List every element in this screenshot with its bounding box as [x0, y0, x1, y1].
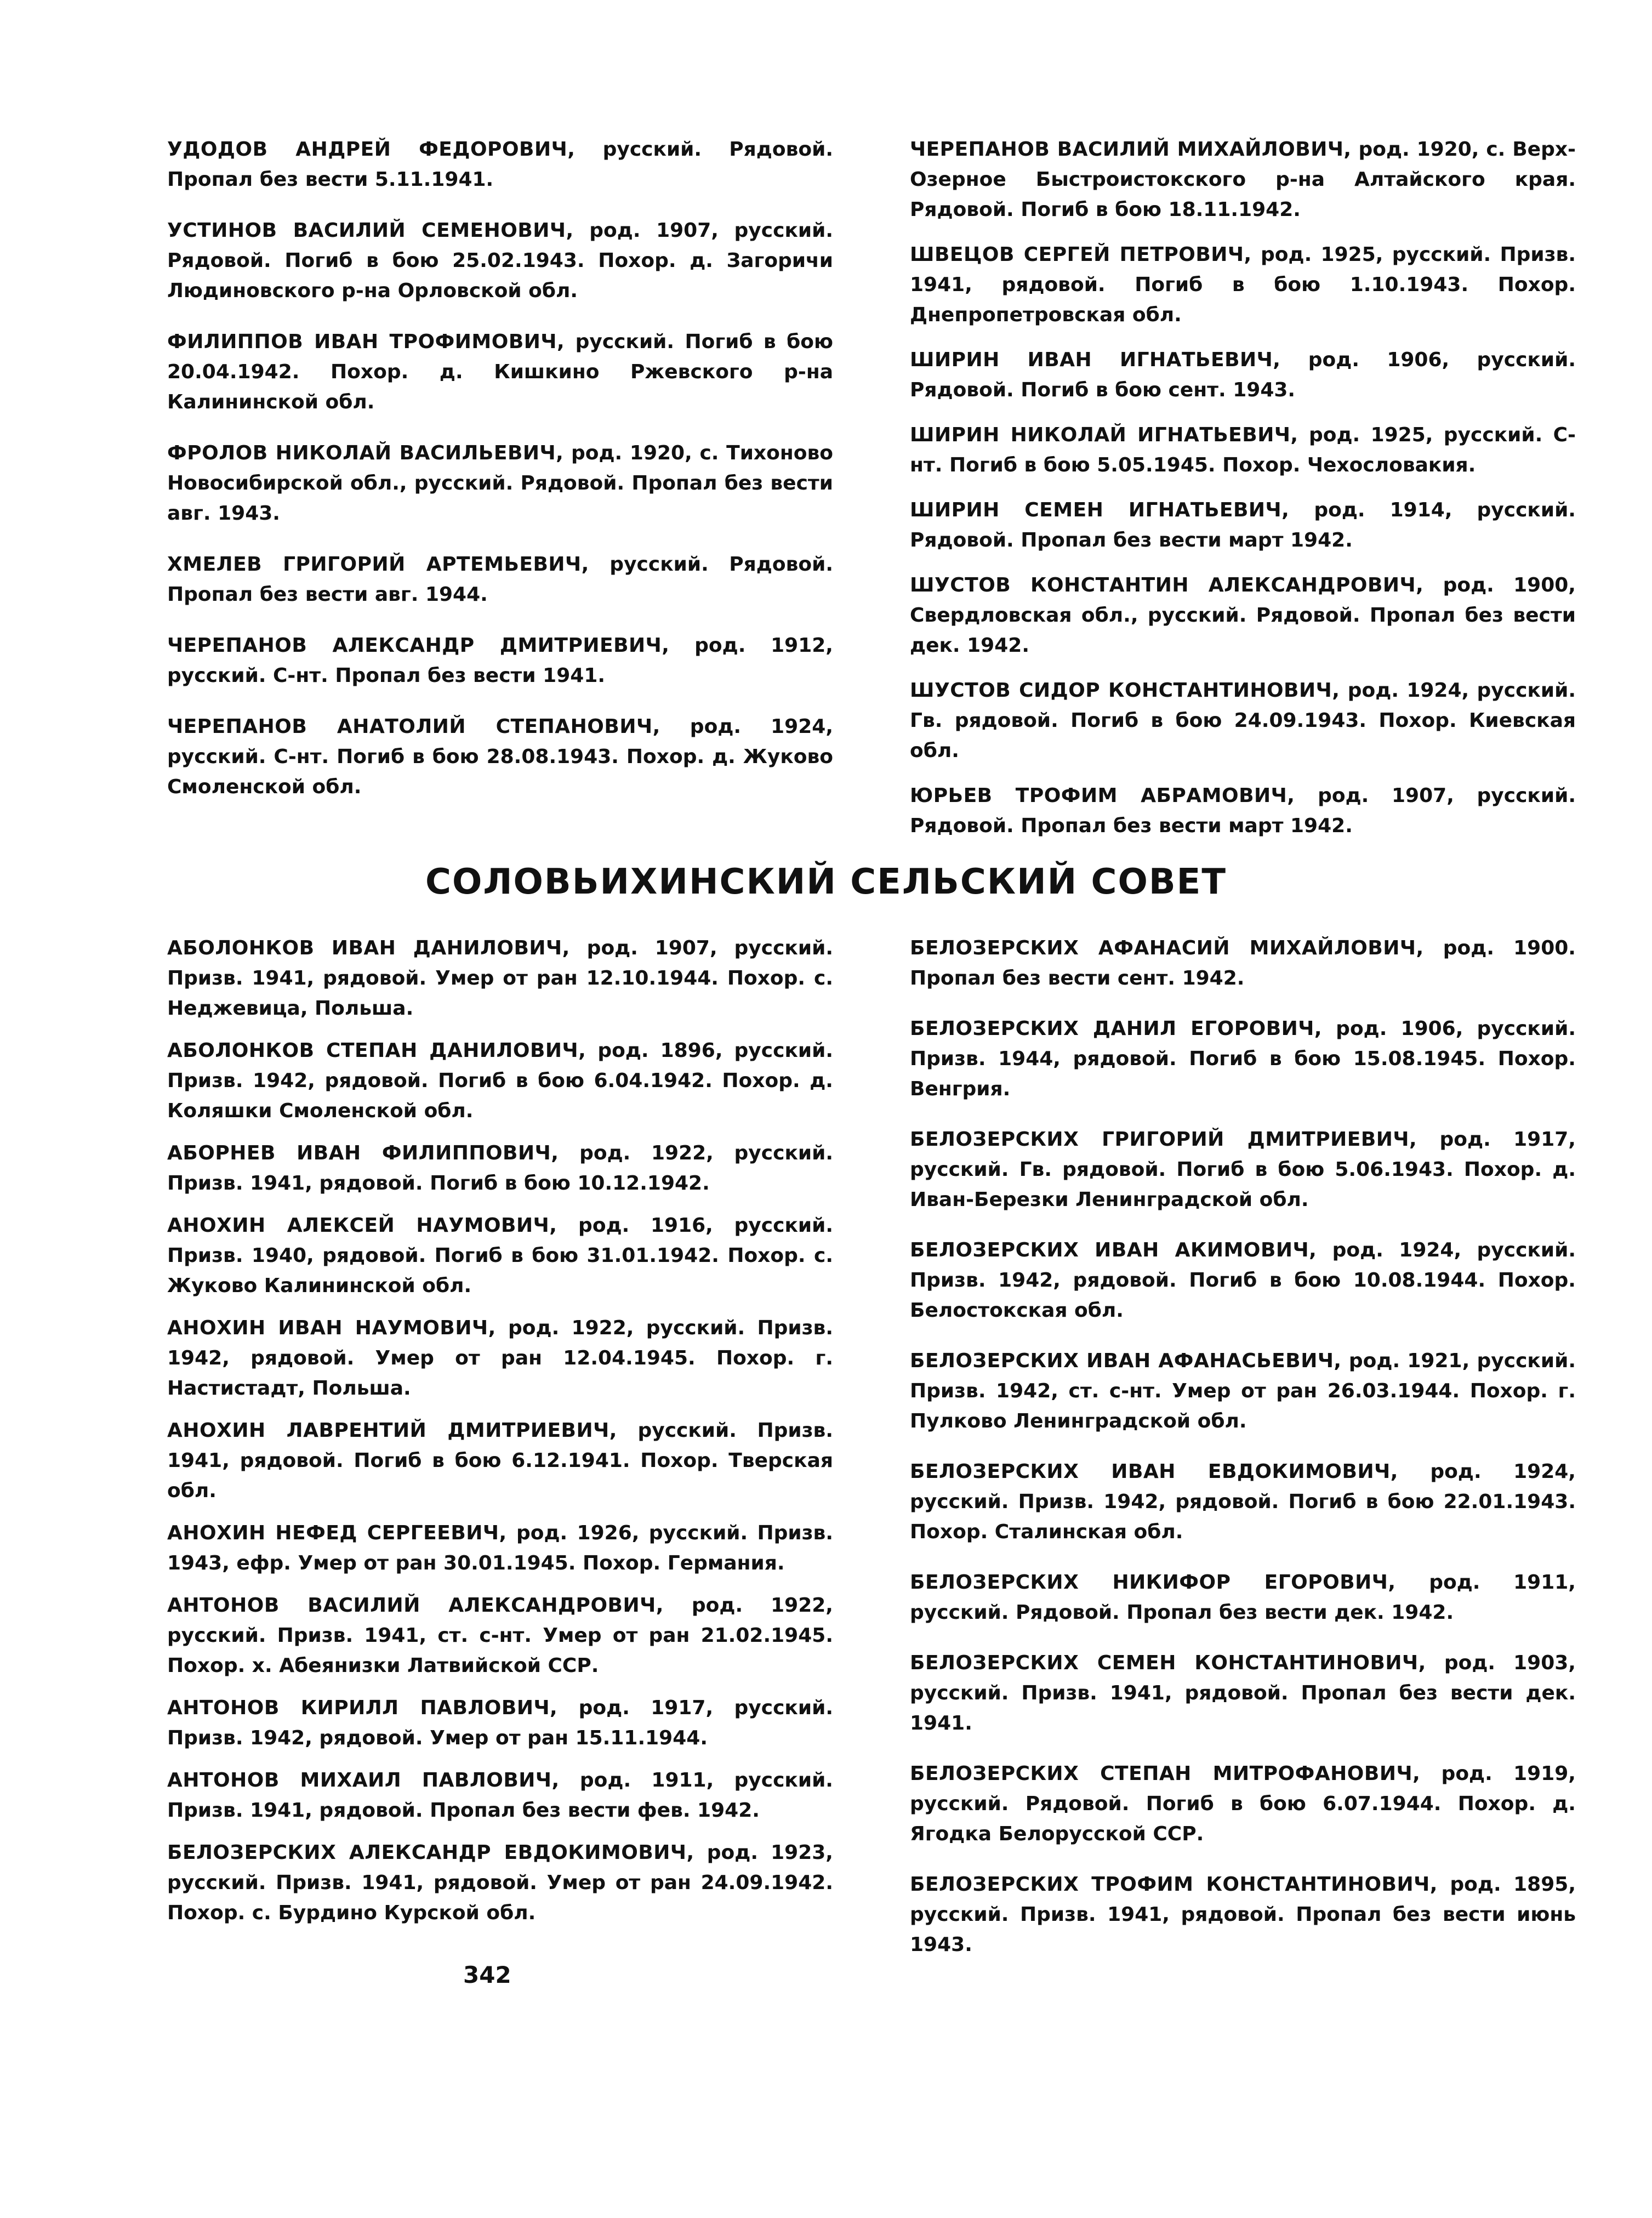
entry	[910, 1759, 1576, 1849]
entry-text: род. 1925, русский. С-нт. Погиб в бою 5.05.1945. Похор. Чехословакия.	[910, 424, 1576, 476]
entry-name: АНОХИН АЛЕКСЕЙ НАУМОВИЧ,	[167, 1214, 557, 1237]
entry-name: ШВЕЦОВ СЕРГЕЙ ПЕТРОВИЧ,	[910, 243, 1252, 266]
entry-text: русский. Рядовой. Пропал без вести авг. 1944.	[167, 553, 833, 606]
entry	[910, 134, 1576, 225]
entry-text: род. 1923, русский. Призв. 1941, рядовой. Умер от ран 24.09.1942. Похор. с. Бурдино Курской обл.	[167, 1841, 833, 1924]
entry-name: БЕЛОЗЕРСКИХ АФАНАСИЙ МИХАЙЛОВИЧ,	[910, 937, 1424, 959]
entry-name: ХМЕЛЕВ ГРИГОРИЙ АРТЕМЬЕВИЧ,	[167, 553, 589, 576]
entry-text: род. 1925, русский. Призв. 1941, рядовой. Погиб в бою 1.10.1943. Похор. Днепропетровская обл.	[910, 243, 1576, 326]
entry-text: род. 1903, русский. Призв. 1941, рядовой. Пропал без вести дек. 1941.	[910, 1652, 1576, 1734]
entry-text: род. 1906, русский. Призв. 1944, рядовой. Погиб в бою 15.08.1945. Похор. Венгрия.	[910, 1017, 1576, 1100]
top-right-column	[910, 134, 1576, 856]
entry	[910, 1124, 1576, 1215]
entry-text: род. 1900. Пропал без вести сент. 1942.	[910, 937, 1576, 989]
entry	[167, 1415, 833, 1506]
entry-text: род. 1911, русский. Рядовой. Пропал без вести дек. 1942.	[910, 1571, 1576, 1624]
entry	[167, 1518, 833, 1578]
entry-text: русский. Призв. 1941, рядовой. Погиб в бою 6.12.1941. Похор. Тверская обл.	[167, 1419, 833, 1502]
entry	[910, 240, 1576, 330]
entry	[910, 675, 1576, 766]
page-number: 342	[463, 1961, 511, 1988]
entry-text: род. 1907, русский. Рядовой. Погиб в бою 25.02.1943. Похор. д. Загоричи Людиновского р-на Орловской обл.	[167, 219, 833, 302]
entry-name: БЕЛОЗЕРСКИХ ДАНИЛ ЕГОРОВИЧ,	[910, 1017, 1323, 1040]
entry	[167, 327, 833, 417]
entry	[167, 630, 833, 691]
entry-name: ЮРЬЕВ ТРОФИМ АБРАМОВИЧ,	[910, 784, 1295, 807]
bottom-right-column	[910, 933, 1576, 1980]
entry-name: УСТИНОВ ВАСИЛИЙ СЕМЕНОВИЧ,	[167, 219, 574, 242]
entry-text: род. 1920, с. Верх-Озерное Быстроистокского р-на Алтайского края. Рядовой. Погиб в бою 18.11.1942.	[910, 138, 1576, 221]
entry	[910, 1014, 1576, 1104]
bottom-left-column	[167, 933, 833, 1940]
entry	[167, 1693, 833, 1753]
entry-text: род. 1896, русский. Призв. 1942, рядовой. Погиб в бою 6.04.1942. Похор. д. Коляшки Смоленской обл.	[167, 1039, 834, 1122]
entry	[167, 1036, 833, 1126]
entry	[910, 1869, 1576, 1960]
entry-name: АБОЛОНКОВ ИВАН ДАНИЛОВИЧ,	[167, 937, 570, 959]
entry-name: ФИЛИППОВ ИВАН ТРОФИМОВИЧ,	[167, 331, 565, 353]
entry	[167, 712, 833, 802]
entry-text: род. 1916, русский. Призв. 1940, рядовой. Погиб в бою 31.01.1942. Похор. с. Жуково Калининской обл.	[167, 1214, 834, 1297]
entry-name: БЕЛОЗЕРСКИХ ИВАН ЕВДОКИМОВИЧ,	[910, 1460, 1398, 1483]
entry	[167, 1590, 833, 1681]
entry	[910, 570, 1576, 661]
entry-name: АНТОНОВ ВАСИЛИЙ АЛЕКСАНДРОВИЧ,	[167, 1594, 664, 1617]
entry	[167, 1838, 833, 1928]
entry	[167, 549, 833, 610]
entry-text: род. 1906, русский. Рядовой. Погиб в бою сент. 1943.	[910, 349, 1576, 401]
entry-name: БЕЛОЗЕРСКИХ ТРОФИМ КОНСТАНТИНОВИЧ,	[910, 1873, 1438, 1896]
entry-name: БЕЛОЗЕРСКИХ НИКИФОР ЕГОРОВИЧ,	[910, 1571, 1396, 1594]
entry-name: ФРОЛОВ НИКОЛАЙ ВАСИЛЬЕВИЧ,	[167, 442, 564, 464]
entry-text: род. 1924, русский. Призв. 1942, рядовой. Погиб в бою 10.08.1944. Похор. Белостокская обл.	[910, 1239, 1576, 1322]
entry-name: АНТОНОВ МИХАИЛ ПАВЛОВИЧ,	[167, 1769, 560, 1792]
entry-text: род. 1922, русский. Призв. 1941, рядовой. Погиб в бою 10.12.1942.	[167, 1142, 833, 1195]
entry-name: ШУСТОВ КОНСТАНТИН АЛЕКСАНДРОВИЧ,	[910, 574, 1424, 596]
entry-name: БЕЛОЗЕРСКИХ ГРИГОРИЙ ДМИТРИЕВИЧ,	[910, 1128, 1417, 1151]
entry-text: род. 1924, русский. С-нт. Погиб в бою 28.08.1943. Похор. д. Жуково Смоленской обл.	[167, 715, 833, 798]
entry	[910, 495, 1576, 555]
entry	[910, 1346, 1576, 1436]
entry-text: род. 1900, Свердловская обл., русский. Рядовой. Пропал без вести дек. 1942.	[910, 574, 1576, 657]
entry-text: род. 1917, русский. Призв. 1942, рядовой. Умер от ран 15.11.1944.	[167, 1697, 833, 1749]
entry-name: ЧЕРЕПАНОВ АНАТОЛИЙ СТЕПАНОВИЧ,	[167, 715, 660, 738]
entry-text: род. 1914, русский. Рядовой. Пропал без вести март 1942.	[910, 499, 1576, 551]
entry-name: АБОЛОНКОВ СТЕПАН ДАНИЛОВИЧ,	[167, 1039, 586, 1062]
entry	[167, 1313, 833, 1403]
entry-name: БЕЛОЗЕРСКИХ СЕМЕН КОНСТАНТИНОВИЧ,	[910, 1652, 1426, 1674]
entry-text: род. 1917, русский. Гв. рядовой. Погиб в бою 5.06.1943. Похор. д. Иван-Березки Ленинградской обл.	[910, 1128, 1576, 1211]
entry-name: УДОДОВ АНДРЕЙ ФЕДОРОВИЧ,	[167, 138, 576, 161]
entry	[167, 134, 833, 195]
entry-name: ШИРИН СЕМЕН ИГНАТЬЕВИЧ,	[910, 499, 1290, 521]
entry	[167, 933, 833, 1023]
entry-name: БЕЛОЗЕРСКИХ АЛЕКСАНДР ЕВДОКИМОВИЧ,	[167, 1841, 694, 1864]
entry-text: род. 1926, русский. Призв. 1943, ефр. Умер от ран 30.01.1945. Похор. Германия.	[167, 1522, 834, 1574]
entry-text: род. 1922, русский. Призв. 1942, рядовой. Умер от ран 12.04.1945. Похор. г. Настистадт, Польша.	[167, 1317, 833, 1400]
entry-name: АБОРНЕВ ИВАН ФИЛИППОВИЧ,	[167, 1142, 559, 1164]
entry-text: род. 1919, русский. Рядовой. Погиб в бою 6.07.1944. Похор. д. Ягодка Белорусской ССР.	[910, 1762, 1576, 1845]
entry-name: ШУСТОВ СИДОР КОНСТАНТИНОВИЧ,	[910, 679, 1340, 702]
top-left-column	[167, 134, 833, 823]
entry-name: БЕЛОЗЕРСКИХ ИВАН АФАНАСЬЕВИЧ,	[910, 1350, 1342, 1372]
entry	[167, 1765, 833, 1825]
entry	[167, 215, 833, 306]
entry	[910, 933, 1576, 993]
entry-name: ЧЕРЕПАНОВ ВАСИЛИЙ МИХАЙЛОВИЧ,	[910, 138, 1352, 161]
entry	[167, 1138, 833, 1198]
entry-name: ШИРИН НИКОЛАЙ ИГНАТЬЕВИЧ,	[910, 424, 1298, 446]
entry	[910, 420, 1576, 480]
entry	[167, 1210, 833, 1301]
entry	[910, 1457, 1576, 1547]
entry-name: АНОХИН ЛАВРЕНТИЙ ДМИТРИЕВИЧ,	[167, 1419, 617, 1442]
entry-name: АНОХИН ИВАН НАУМОВИЧ,	[167, 1317, 496, 1339]
entry-name: ШИРИН ИВАН ИГНАТЬЕВИЧ,	[910, 349, 1281, 371]
entry	[910, 1648, 1576, 1738]
entry-text: род. 1924, русский. Призв. 1942, рядовой. Погиб в бою 22.01.1943. Похор. Сталинская обл.	[910, 1460, 1576, 1543]
entry-text: род. 1920, с. Тихоново Новосибирской обл., русский. Рядовой. Пропал без вести авг. 1943.	[167, 442, 834, 525]
entry-text: род. 1921, русский. Призв. 1942, ст. с-нт. Умер от ран 26.03.1944. Похор. г. Пулково Ленинградской обл.	[910, 1350, 1576, 1432]
entry-text: род. 1912, русский. С-нт. Пропал без вести 1941.	[167, 634, 833, 687]
entry	[910, 345, 1576, 405]
entry-text: род. 1895, русский. Призв. 1941, рядовой. Пропал без вести июнь 1943.	[910, 1873, 1576, 1956]
entry-text: род. 1924, русский. Гв. рядовой. Погиб в бою 24.09.1943. Похор. Киевская обл.	[910, 679, 1576, 762]
entry-name: АНТОНОВ КИРИЛЛ ПАВЛОВИЧ,	[167, 1697, 558, 1719]
entry-name: БЕЛОЗЕРСКИХ СТЕПАН МИТРОФАНОВИЧ,	[910, 1762, 1421, 1785]
entry-text: русский. Рядовой. Пропал без вести 5.11.1941.	[167, 138, 833, 191]
entry-text: род. 1907, русский. Призв. 1941, рядовой. Умер от ран 12.10.1944. Похор. с. Неджевица, Польша.	[167, 937, 833, 1020]
entry	[910, 1567, 1576, 1628]
entry	[910, 781, 1576, 841]
entry-name: БЕЛОЗЕРСКИХ ИВАН АКИМОВИЧ,	[910, 1239, 1317, 1261]
entry-text: русский. Погиб в бою 20.04.1942. Похор. д. Кишкино Ржевского р-на Калининской обл.	[167, 331, 833, 413]
entry-text: род. 1911, русский. Призв. 1941, рядовой. Пропал без вести фев. 1942.	[167, 1769, 833, 1822]
section-title: СОЛОВЬИХИНСКИЙ СЕЛЬСКИЙ СОВЕТ	[425, 862, 1227, 902]
entry-text: род. 1922, русский. Призв. 1941, ст. с-нт. Умер от ран 21.02.1945. Похор. х. Абеянизки Латвийской ССР.	[167, 1594, 833, 1677]
entry-text: род. 1907, русский. Рядовой. Пропал без вести март 1942.	[910, 784, 1576, 837]
entry-name: АНОХИН НЕФЕД СЕРГЕЕВИЧ,	[167, 1522, 507, 1544]
entry	[910, 1235, 1576, 1326]
entry-name: ЧЕРЕПАНОВ АЛЕКСАНДР ДМИТРИЕВИЧ,	[167, 634, 670, 657]
entry	[167, 438, 833, 528]
